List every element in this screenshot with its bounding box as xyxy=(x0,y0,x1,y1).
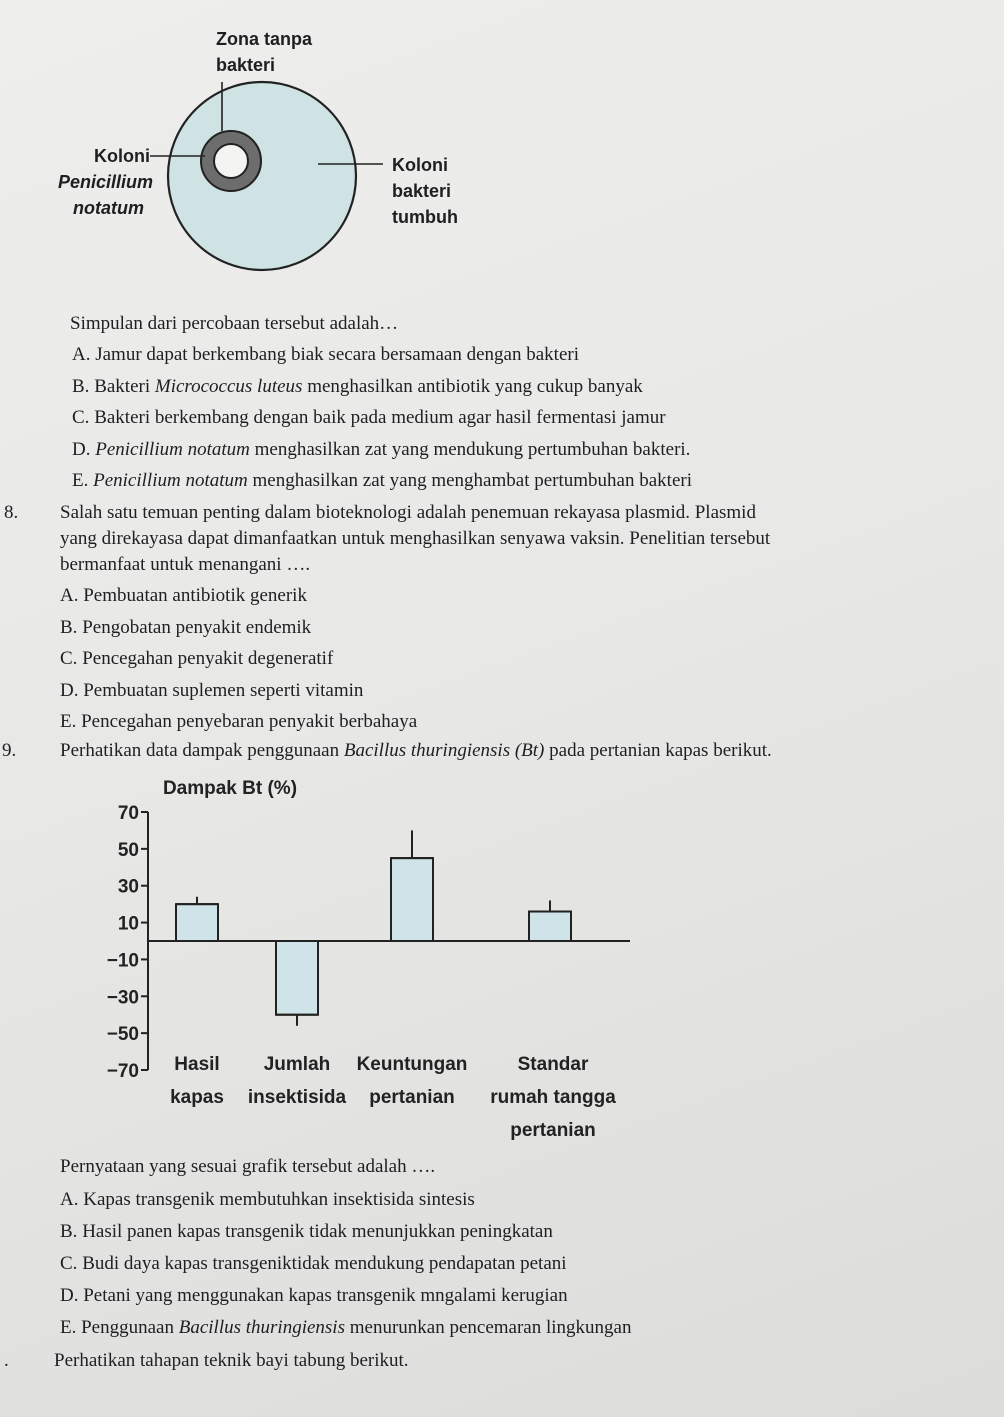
italic-text: Penicillium notatum xyxy=(93,470,248,491)
option-letter: B. xyxy=(60,1221,83,1242)
category-label: kapas xyxy=(170,1087,224,1108)
text: menghasilkan zat yang menghambat pertumbuhan bakteri xyxy=(247,470,692,491)
penicillium-label-line: Koloni xyxy=(94,146,150,166)
y-tick-label: 50 xyxy=(117,839,139,861)
bacteria-label-line: bakteri xyxy=(392,181,452,201)
text: Jamur dapat berkembang biak secara bersamaan dengan bakteri xyxy=(95,344,579,365)
option-letter: C. xyxy=(60,648,83,669)
bar-2 xyxy=(391,858,433,941)
category-label: insektisida xyxy=(247,1087,347,1108)
q10-stem: Perhatikan tahapan teknik bayi tabung berikut. xyxy=(54,1350,409,1371)
option-letter: C. xyxy=(72,407,95,428)
category-label: Hasil xyxy=(174,1054,220,1075)
y-tick-label: −50 xyxy=(106,1024,139,1046)
q10-number: . xyxy=(4,1350,9,1371)
category-label: Standar xyxy=(517,1054,589,1075)
q9-number: 9. xyxy=(2,740,17,761)
italic-text: Bacillus thuringiensis xyxy=(178,1317,345,1338)
answer-option[interactable] xyxy=(60,1285,568,1307)
bacteria-label-line: tumbuh xyxy=(392,207,458,227)
bar-1 xyxy=(276,941,318,1015)
text: Budi daya kapas transgeniktidak mendukung pendapatan petani xyxy=(82,1253,567,1274)
text: Pengobatan penyakit endemik xyxy=(82,616,312,638)
category-label: rumah tangga xyxy=(490,1087,616,1108)
text: menurunkan pencemaran lingkungan xyxy=(344,1317,632,1338)
answer-option[interactable] xyxy=(60,1221,553,1243)
penicillium-label-line: Penicillium xyxy=(58,172,154,192)
option-letter: E. xyxy=(72,470,94,491)
text: Pembuatan suplemen seperti vitamin xyxy=(83,679,364,701)
category-label: Keuntungan xyxy=(356,1054,468,1075)
option-letter: E. xyxy=(60,711,82,732)
option-letter: D. xyxy=(72,438,96,460)
category-label: Jumlah xyxy=(263,1054,331,1075)
y-tick-label: 30 xyxy=(117,876,139,898)
option-letter: B. xyxy=(72,375,95,397)
y-tick-label: −30 xyxy=(106,987,139,1009)
y-tick-label: −70 xyxy=(106,1061,139,1082)
q8-stem-line: bermanfaat untuk menangani …. xyxy=(60,554,311,575)
italic-text: Penicillium notatum xyxy=(95,438,250,460)
zone-label-line: Zona tanpa xyxy=(216,29,313,49)
text: Perhatikan data dampak penggunaan xyxy=(60,740,344,761)
category-label: pertanian xyxy=(510,1120,596,1141)
text: menghasilkan zat yang mendukung pertumbuhan bakteri. xyxy=(249,438,691,460)
text: Penggunaan xyxy=(81,1317,179,1338)
bar-0 xyxy=(176,904,218,941)
text: Pencegahan penyakit degeneratif xyxy=(82,648,334,669)
zone-label-line: bakteri xyxy=(216,55,276,75)
text: pada pertanian kapas berikut. xyxy=(544,740,772,761)
text: Bakteri berkembang dengan baik pada medium agar hasil fermentasi jamur xyxy=(94,407,666,428)
option-letter: A. xyxy=(60,585,84,606)
bar-3 xyxy=(529,912,571,941)
text: Pembuatan antibiotik generik xyxy=(83,585,307,606)
text: Pencegahan penyebaran penyakit berbahaya xyxy=(81,711,418,732)
answer-option[interactable] xyxy=(60,1317,631,1339)
answer-option[interactable] xyxy=(60,1253,567,1275)
q8-stem-line: Salah satu temuan penting dalam bioteknologi adalah penemuan rekayasa plasmid. Plasmid xyxy=(60,502,756,523)
penicillium-label-line: notatum xyxy=(73,198,144,218)
option-letter: D. xyxy=(60,1285,84,1306)
italic-text: Micrococcus luteus xyxy=(154,375,303,397)
y-tick-label: −10 xyxy=(106,950,139,972)
y-tick-label: 10 xyxy=(117,913,139,935)
text: Bakteri xyxy=(94,375,155,397)
q7-stem: Simpulan dari percobaan tersebut adalah… xyxy=(70,313,399,334)
option-letter: A. xyxy=(60,1189,84,1210)
option-letter: A. xyxy=(72,344,96,365)
text: Kapas transgenik membutuhkan insektisida sintesis xyxy=(83,1189,475,1210)
q9-after-chart: Pernyataan yang sesuai grafik tersebut adalah …. xyxy=(60,1156,436,1177)
category-label: pertanian xyxy=(369,1087,455,1108)
text: Hasil panen kapas transgenik tidak menunjukkan peningkatan xyxy=(82,1221,553,1242)
q8-stem-line: yang direkayasa dapat dimanfaatkan untuk menghasilkan senyawa vaksin. Penelitian tersebut xyxy=(60,528,771,549)
option-letter: D. xyxy=(60,679,84,701)
text: menghasilkan antibiotik yang cukup banyak xyxy=(302,375,643,397)
option-letter: E. xyxy=(60,1317,82,1338)
option-letter: B. xyxy=(60,616,83,638)
y-tick-label: 70 xyxy=(117,803,139,824)
bacteria-label-line: Koloni xyxy=(392,155,448,175)
italic-text: Bacillus thuringiensis (Bt) xyxy=(343,740,545,761)
q8-number: 8. xyxy=(4,502,19,523)
chart-title: Dampak Bt (%) xyxy=(162,778,298,799)
option-letter: C. xyxy=(60,1253,83,1274)
text: Petani yang menggunakan kapas transgenik mngalami kerugian xyxy=(83,1285,568,1306)
answer-option[interactable] xyxy=(60,1189,475,1211)
